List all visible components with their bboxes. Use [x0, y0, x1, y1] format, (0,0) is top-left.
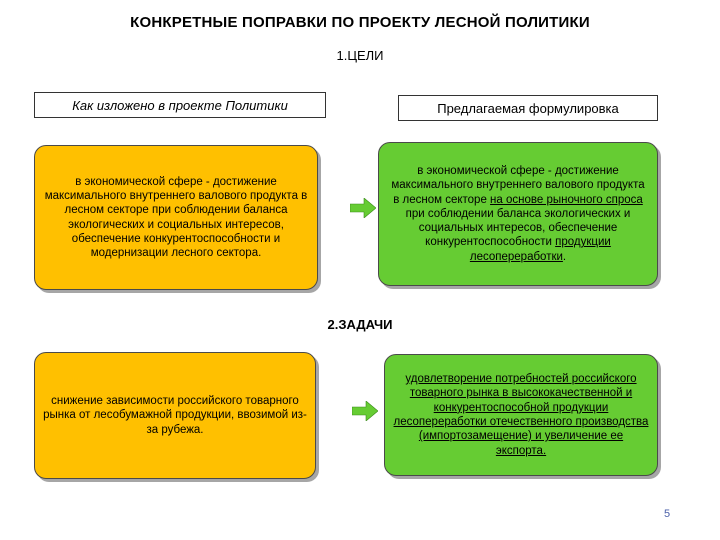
task-original-text: снижение зависимости российского товарного рынка от лесобумажной продукции, ввозимой из-за рубежа.: [43, 395, 307, 436]
goal-proposed-underlined1: на основе рыночного спроса: [490, 193, 643, 206]
goal-proposed-text: [379, 164, 657, 264]
goal-proposed-part5: .: [562, 250, 567, 263]
goal-proposed-part1: в экономической сфере - достижение максимального внутреннего валового продукта в лесном секторе: [391, 164, 645, 206]
section-tasks-heading: 2.ЗАДАЧИ: [327, 317, 393, 332]
task-proposed-text: удовлетворение потребностей российского товарного рынка в высококачественной и конкурентоспособной продукции лесопереработки отечественного производства (импортозамещение) и увеличение ее экспорта.: [393, 373, 649, 457]
goal-proposed-box: [378, 142, 658, 286]
arrow-right-icon: [350, 198, 376, 218]
task-original-box: [34, 352, 316, 479]
task-proposed-box: [384, 354, 658, 476]
header-proposed-wording: Предлагаемая формулировка: [398, 95, 658, 121]
arrow-right-icon: [352, 401, 378, 421]
goal-original-text: в экономической сфере - достижение максимального внутреннего валового продукта в лесном секторе при соблюдении баланса экологических и социальных интересов, обеспечение конкурентоспособности и модернизации лесного сектора.: [44, 175, 308, 260]
header-original-wording: Как изложено в проекте Политики: [34, 92, 326, 118]
goal-original-box: [34, 145, 318, 290]
section-goals-heading: 1.ЦЕЛИ: [336, 48, 384, 63]
goal-proposed-underlined2: продукции лесопереработки: [469, 236, 611, 263]
page-title: КОНКРЕТНЫЕ ПОПРАВКИ ПО ПРОЕКТУ ЛЕСНОЙ ПОЛИТИКИ: [130, 14, 590, 31]
goal-proposed-part3: при соблюдении баланса экологических и социальных интересов, обеспечение конкурентоспособности: [405, 207, 631, 249]
page-number: 5: [664, 508, 671, 520]
